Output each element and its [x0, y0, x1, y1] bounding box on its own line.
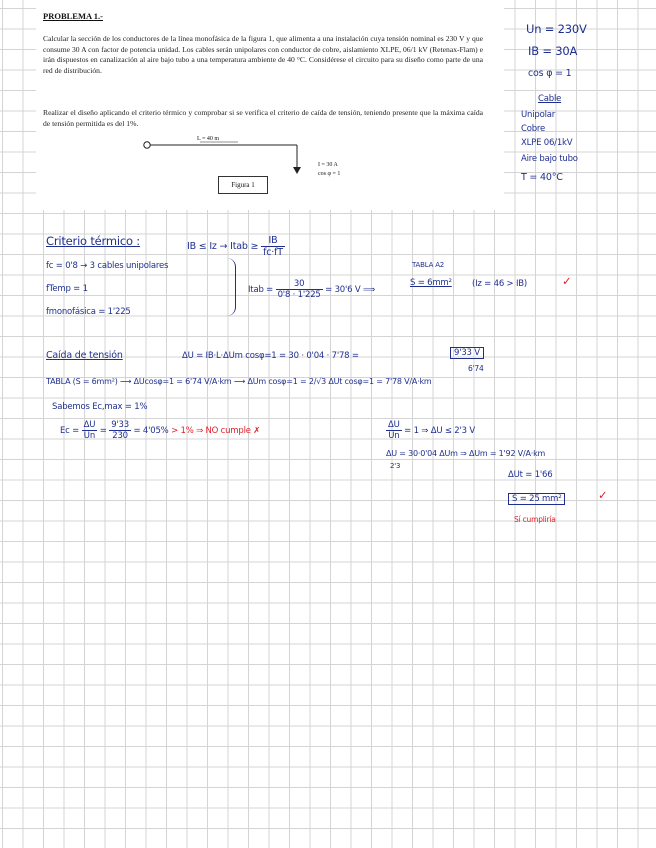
voltage-drop-heading: Caída de tensión: [46, 350, 123, 361]
thermal-check-icon: ✓: [562, 274, 572, 288]
ec-label: Ec =: [60, 426, 80, 436]
factor-ftemp: fTemp = 1: [46, 284, 88, 294]
tabla-a2-label: TABLA A2: [412, 261, 445, 269]
thermal-frac-den: fc·fT: [263, 247, 283, 258]
note-power-factor: cos φ = 1: [528, 68, 572, 79]
thermal-fraction: [261, 235, 285, 258]
ec-fail: > 1% ⇒ NO cumple ✗: [171, 426, 261, 436]
ratio-condition: [386, 420, 475, 441]
ec-eq: =: [99, 426, 107, 436]
thermal-condition: [187, 235, 285, 258]
ratio-result: = 1 ⇒ ΔU ≤ 2'3 V: [404, 426, 475, 436]
thermal-frac-num: IB: [261, 235, 285, 247]
itab-result: = 30'6 V ⟹: [325, 285, 375, 295]
ec-den2: 230: [112, 431, 128, 441]
ec-num2: 9'33: [111, 420, 129, 430]
voltage-drop-result-box: 9'33 V: [450, 347, 484, 359]
note-xlpe: XLPE 06/1kV: [521, 138, 573, 148]
final-section-box: S = 25 mm²: [508, 493, 565, 505]
final-check-icon: ✓: [598, 488, 608, 502]
problem-title: PROBLEMA 1.-: [43, 11, 103, 21]
figure-caption: Figura 1: [218, 176, 268, 194]
note-cobre: Cobre: [521, 124, 546, 134]
ec-num: ΔU: [83, 420, 96, 430]
note-unipolar: Unipolar: [521, 110, 556, 120]
note-design-current: IB = 30A: [528, 44, 578, 58]
ec-den: Un: [83, 431, 96, 441]
note-nominal-voltage: Un = 230V: [526, 22, 587, 36]
tabla-line: TABLA (S = 6mm²) ⟶ ΔUcosφ=1 = 6'74 V/A·km ⟶ ΔUm cosφ=1 = 2/√3 ΔUt cosφ=1 = 7'78 V/A·km: [46, 377, 432, 386]
dut-line: ΔUt = 1'66: [508, 470, 553, 480]
ratio-den: Un: [388, 431, 400, 441]
factor-fc: fc = 0'8 → 3 cables unipolares: [46, 261, 169, 271]
factor-fmono: fmonofásica = 1'225: [46, 307, 131, 317]
figure-length-label: L = 40 m: [197, 136, 219, 142]
problem-paragraph-1: Calcular la sección de los conductores de la línea monofásica de la figura 1, que alimenta a una instalación cuya tensión nominal es 230 V y que consume 30 A con factor de potencia unidad. Los cables serán unipolares con conductor de cobre, aislamiento XLPE, 06/1 kV (Retenax-Flam) e irán dispuestos en canalización al aire bajo tubo a una temperatura ambiente de 40 °C. Considérese el circuito para su diseño como parte de una red de distribución.: [43, 34, 483, 75]
thermal-condition-text: IB ≤ Iz → Itab ≥: [187, 241, 259, 252]
voltage-drop-sub: 6'74: [468, 364, 484, 373]
itab-fraction: [276, 279, 323, 300]
ec-fraction-2: [109, 420, 131, 441]
note-cable-title: Cable: [538, 94, 562, 104]
du-line: ΔU = 30·0'04 ΔUm ⇒ ΔUm = 1'92 V/A·km: [386, 449, 546, 458]
ec-fraction: [82, 420, 98, 441]
itab-calculation: [248, 279, 375, 300]
du-small: 2'3: [390, 462, 401, 470]
figure-current-label: I = 30 A: [318, 162, 338, 168]
itab-den: 0'8 · 1'225: [277, 290, 321, 300]
note-temperature: T = 40°C: [521, 172, 563, 183]
itab-num: 30: [276, 279, 323, 290]
ratio-num: ΔU: [388, 420, 400, 430]
factors-brace: [227, 258, 236, 316]
load-arrow-icon: [293, 167, 301, 174]
ec-result: = 4'05%: [133, 426, 169, 436]
source-terminal-icon: [144, 142, 150, 148]
figure-pf-label: cos φ = 1: [318, 171, 341, 177]
problem-paragraph-2: Realizar el diseño aplicando el criterio térmico y comprobar si se verifica el criterio de caída de tensión, teniendo presente que la máxima caída de tensión permitida es del 1%.: [43, 108, 483, 128]
circuit-figure: [140, 136, 340, 180]
thermal-section: S = 6mm²: [410, 278, 452, 288]
voltage-drop-line1: ΔU = IB·L·ΔUm cosφ=1 = 30 · 0'04 · 7'78 =: [182, 351, 359, 361]
ec-calculation: [60, 420, 260, 441]
note-aire: Aire bajo tubo: [521, 154, 578, 164]
iz-check: (Iz = 46 > IB): [472, 279, 528, 289]
itab-label: Itab =: [248, 285, 274, 295]
thermal-heading: Criterio térmico :: [46, 234, 140, 248]
sabemos-line: Sabemos Ec,max = 1%: [52, 402, 148, 412]
cumpliria-note: Sí cumpliría: [514, 515, 556, 524]
ratio-fraction: [386, 420, 402, 441]
